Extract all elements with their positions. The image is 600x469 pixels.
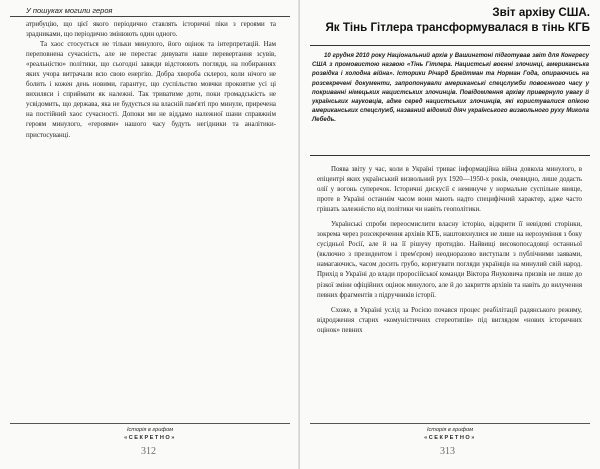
chapter-title-line-2: Як Тінь Гітлера трансформувалася в тінь КГБ (325, 20, 590, 34)
title-rule (310, 45, 590, 46)
right-paragraph-1: Поява звіту у час, коли в Україні триває інформаційна війна довкола минулого, в епіцентрі яких український визвольний рух 1920—1950-х років, очевидно, лише додасть олії у вогонь суперечок. Історичні дискусії є неминуче у нормальне суспільне явище, проте в Україні останнім часом вони мають надто специфічний характер, адже часто грішать залежністю від політики чи навіть геополітики. (317, 166, 582, 214)
chapter-intro-text: 10 грудня 2010 року Національний архів у Вашингтоні підготував звіт для Конгресу США з промовистою назвою «Тінь Гітлера. Нацистські воєнні злочинці, американська розвідка і холодна війна». Історики Річард Брейтман та Норман Года, опираючись на розсекречені документи, запропонували американські спецслужби повоєнного часу у покриванні німецьких нацистських злочинців. Повідомлення архіву привернуло увагу й українських науковців, адже серед нацистських злочинців, які користувалися опікою американських спецслужб, названий відомий діяч українського визвольного руху Микола Лебедь. (312, 52, 589, 124)
left-paragraph-2: Та хаос стосується не тільки минулого, його оцінок та інтерпретацій. Нам переповнена сучасність, але не перестає дивувати наше перевертання зсувів, «реальністю» політики, що сьогодні завжди відстоюють погляди, на побираннях яких учора витрачали всю свою енергію. Добра хвороба склероз, коли нічого не болить і кожен день новими, гарантує, що суспільство мовчки проковтне усі ці вихиляси і сприймати як належні. Так триватиме доти, поки громадськість не усвідомить, що держава, яка не будується на власній пам'яті про минуле, приречена на постійний хаос сучасності. Допоки ми не віддамо належної шани справжнім героям минулого, «героями» нашого часу будуть негідники та аналітики-пристосуванці. (26, 41, 276, 139)
right-footer (410, 426, 490, 442)
left-paragraph-1: атрибуцію, що цієї якого періодично ставлять історичні піки з героями та зрадниками, що періодично змінюють один одного. (26, 21, 276, 39)
right-footer-series: Історія в грифом (426, 427, 474, 433)
running-head-rule (10, 16, 290, 17)
right-page-number: 313 (440, 446, 455, 457)
left-page-number: 312 (141, 446, 156, 457)
left-footer-rule (10, 423, 290, 424)
right-footer-rule (310, 423, 590, 424)
right-paragraph-3: Схоже, в Україні услід за Росією почався процес реабілітації радянського режиму, відродження старих «комуністичних стереотипів» під виглядом «нових історичних оцінок» певних (317, 306, 582, 334)
chapter-intro (312, 51, 589, 125)
right-body-text (317, 165, 582, 341)
chapter-title-line-1: Звіт архіву США. (492, 6, 590, 19)
left-footer-stamp: «СЕКРЕТНО» (124, 435, 176, 441)
chapter-title (320, 6, 590, 35)
right-paragraph-2: Українські спроби переосмислити власну історію, відкрити її невідомі сторінки, зокрема через розсекречення архівів КГБ, наштовхнулися не лише на нерозуміння з боку сусідньої Росії, але й на її рішучу протидію. Найвищі високопосадовці останньої (включно з президентом і прем'єром) неодноразово виступали з публічними заявами, намагаючись, часом досить грубо, коригувати погляди українців на минулий свій народ. Прихід в Україні до влади проросійської команди Віктора Януковича призвів не лише до різкої зміни офіційних оцінок минулого, але й до закриття архівів та навіть до вилучення певних фрагментів з підручників історії. (317, 221, 582, 299)
intro-rule (310, 155, 590, 156)
left-footer-series: Історія в грифом (126, 427, 174, 433)
left-footer (110, 426, 190, 442)
running-head: У пошуках могили героя (26, 6, 113, 15)
right-page (300, 0, 600, 469)
left-body-text (26, 20, 276, 141)
right-footer-stamp: «СЕКРЕТНО» (424, 435, 476, 441)
